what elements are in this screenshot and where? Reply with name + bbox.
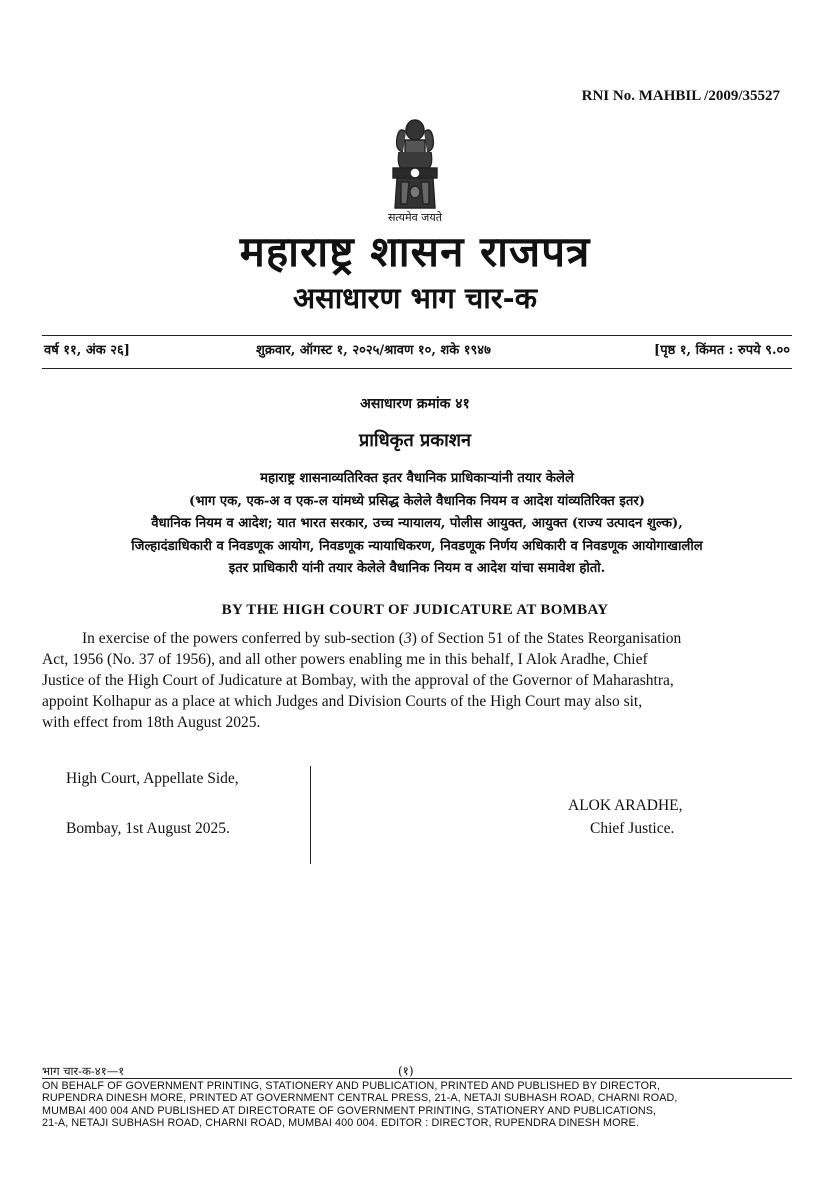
extraordinary-number: असाधारण क्रमांक ४१	[360, 396, 470, 412]
intro-line: जिल्हादंडाधिकारी व निवडणूक आयोग, निवडणूक न्यायाधिकरण, निवडणूक निर्णय अधिकारी व निवडणूक आयोगाखालील	[131, 538, 703, 554]
issue-info-bar	[42, 340, 792, 362]
imprint-line: MUMBAI 400 004 AND PUBLISHED AT DIRECTORATE OF GOVERNMENT PRINTING, STATIONERY AND PUBLICATIONS,	[42, 1104, 657, 1117]
intro-line: वैधानिक नियम व आदेश; यात भारत सरकार, उच्च न्यायालय, पोलीस आयुक्त, आयुक्त (राज्य उत्पादन शुल्क),	[151, 516, 683, 531]
order-line: Act, 1956 (No. 37 of 1956), and all other powers enabling me in this behalf, I Alok Aradhe, Chief	[42, 651, 648, 668]
issue-volume: वर्ष ११, अंक २६]	[44, 343, 130, 358]
order-text	[42, 628, 794, 733]
intro-line: महाराष्ट्र शासनाव्यतिरिक्त इतर वैधानिक प्राधिकाऱ्यांनी तयार केलेले	[260, 471, 574, 486]
intro-line: (भाग एक, एक-अ व एक-ल यांमध्ये प्रसिद्ध केलेले वैधानिक नियम व आदेश यांव्यतिरिक्त इतर)	[188, 493, 646, 509]
gazette-subtitle: असाधारण भाग चार-क	[293, 281, 537, 315]
issue-price: [पृष्ठ १, किंमत : रुपये ९.००	[654, 343, 790, 358]
page-number: (१)	[398, 1064, 414, 1078]
imprint-line: RUPENDRA DINESH MORE, PRINTED AT GOVERNMENT CENTRAL PRESS, 21-A, NETAJI SUBHASH ROAD, CHARNI ROAD,	[42, 1092, 678, 1105]
authorized-publication-heading: प्राधिकृत प्रकाशन	[359, 430, 471, 451]
order-line-subsection: 3	[403, 630, 412, 647]
place-line-1: High Court, Appellate Side,	[66, 770, 239, 787]
order-line: Justice of the High Court of Judicature at Bombay, with the approval of the Governor of Maharashtra,	[42, 672, 674, 689]
notice-intro	[42, 468, 792, 581]
imprint-line: 21-A, NETAJI SUBHASH ROAD, CHARNI ROAD, MUMBAI 400 004. EDITOR : DIRECTOR, RUPENDRA DINESH MORE.	[42, 1117, 639, 1130]
order-line	[42, 628, 794, 649]
header-rule-top	[42, 335, 792, 336]
gazette-title: महाराष्ट्र शासन राजपत्र	[239, 227, 591, 276]
order-line: with effect from 18th August 2025.	[42, 714, 261, 731]
signatory-name: ALOK ARADHE,	[568, 797, 683, 814]
printer-imprint	[42, 1080, 792, 1130]
rni-number: RNI No. MAHBIL /2009/35527	[581, 88, 780, 104]
imprint-line: ON BEHALF OF GOVERNMENT PRINTING, STATIONERY AND PUBLICATION, PRINTED AND PUBLISHED BY DIRECTOR,	[42, 1080, 661, 1092]
order-line-part: ) of Section 51 of the States Reorganisation	[411, 630, 682, 647]
signatory-designation: Chief Justice.	[590, 820, 675, 837]
issue-date: शुक्रवार, ऑगस्ट १, २०२५/श्रावण १०, शके १९४७	[256, 343, 491, 358]
signature-divider	[310, 766, 311, 864]
order-line-part: In exercise of the powers conferred by sub-section (	[82, 630, 404, 647]
place-line-2: Bombay, 1st August 2025.	[66, 820, 230, 837]
motto: सत्यमेव जयते	[387, 211, 442, 224]
national-emblem-icon	[375, 112, 455, 220]
header-rule-bottom	[42, 368, 792, 369]
court-heading: BY THE HIGH COURT OF JUDICATURE AT BOMBAY	[221, 602, 609, 618]
order-line: appoint Kolhapur as a place at which Judges and Division Courts of the High Court may also sit,	[42, 693, 643, 710]
intro-line: इतर प्राधिकारी यांनी तयार केलेले वैधानिक नियम व आदेश यांचा समावेश होतो.	[228, 561, 606, 576]
part-reference: भाग चार-क-४१—१	[42, 1064, 125, 1078]
footer-rule	[42, 1078, 792, 1079]
